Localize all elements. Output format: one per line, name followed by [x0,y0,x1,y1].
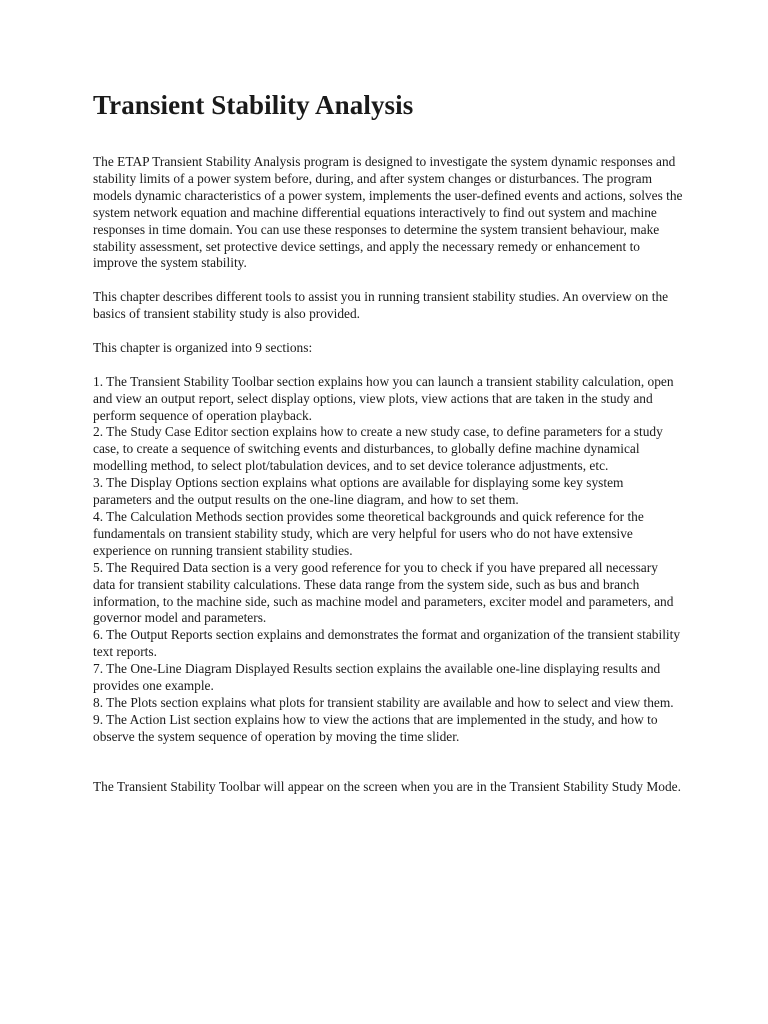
document-title: Transient Stability Analysis [93,90,414,120]
chapter-tools-paragraph: This chapter describes different tools to assist you in running transient stability studies. An overview on the basics of transient stability study is also provided. [93,289,669,322]
list-item: 6. The Output Reports section explains and demonstrates the format and organization of the transient stability text reports. [93,627,681,660]
list-item: 8. The Plots section explains what plots for transient stability are available and how to select and view them. [93,694,674,710]
document-body [93,154,683,796]
intro-paragraph: The ETAP Transient Stability Analysis program is designed to investigate the system dynamic responses and stability limits of a power system before, during, and after system changes or disturbances. The program models dynamic characteristics of a power system, implements the user-defined events and actions, solves the system network equation and machine differential equations interactively to find out system and machine responses in time domain. You can use these responses to determine the system transient behaviour, make stability assessment, set protective device settings, and apply the necessary remedy or enhancement to improve the system stability. [93,154,683,271]
list-item: 3. The Display Options section explains what options are available for displaying some key system parameters and the output results on the one-line diagram, and how to set them. [93,475,624,508]
paragraph-spacer [93,357,683,374]
list-item: 9. The Action List section explains how to view the actions that are implemented in the study, and how to observe the system sequence of operation by moving the time slider. [93,711,658,744]
list-item: 5. The Required Data section is a very good reference for you to check if you have prepared all necessary data for transient stability calculations. These data range from the system side, such as bus and branch information, to the machine side, such as machine model and parameters, exciter model and parameters, and governor model and parameters. [93,559,674,626]
list-item: 4. The Calculation Methods section provides some theoretical backgrounds and quick reference for the fundamentals on transient stability study, which are very helpful for users who do not have extensive experience on running transient stability studies. [93,508,644,558]
document-page [93,88,683,796]
paragraph-spacer [93,746,683,780]
sections-list [93,374,683,746]
list-item: 1. The Transient Stability Toolbar section explains how you can launch a transient stability calculation, open and view an output report, select display options, view plots, view actions that are taken in the study and perform sequence of operation playback. [93,373,674,423]
toolbar-note-paragraph: The Transient Stability Toolbar will appear on the screen when you are in the Transient Stability Study Mode. [93,779,681,795]
list-item: 2. The Study Case Editor section explains how to create a new study case, to define parameters for a study case, to create a sequence of switching events and disturbances, to globally define machine dynamical modelling method, to select plot/tabulation devices, and to set device tolerance adjustments, etc. [93,424,663,474]
list-item: 7. The One-Line Diagram Displayed Results section explains the available one-line displaying results and provides one example. [93,661,661,694]
paragraph-spacer [93,323,683,340]
paragraph-spacer [93,272,683,289]
chapter-sections-paragraph: This chapter is organized into 9 sections: [93,339,313,355]
